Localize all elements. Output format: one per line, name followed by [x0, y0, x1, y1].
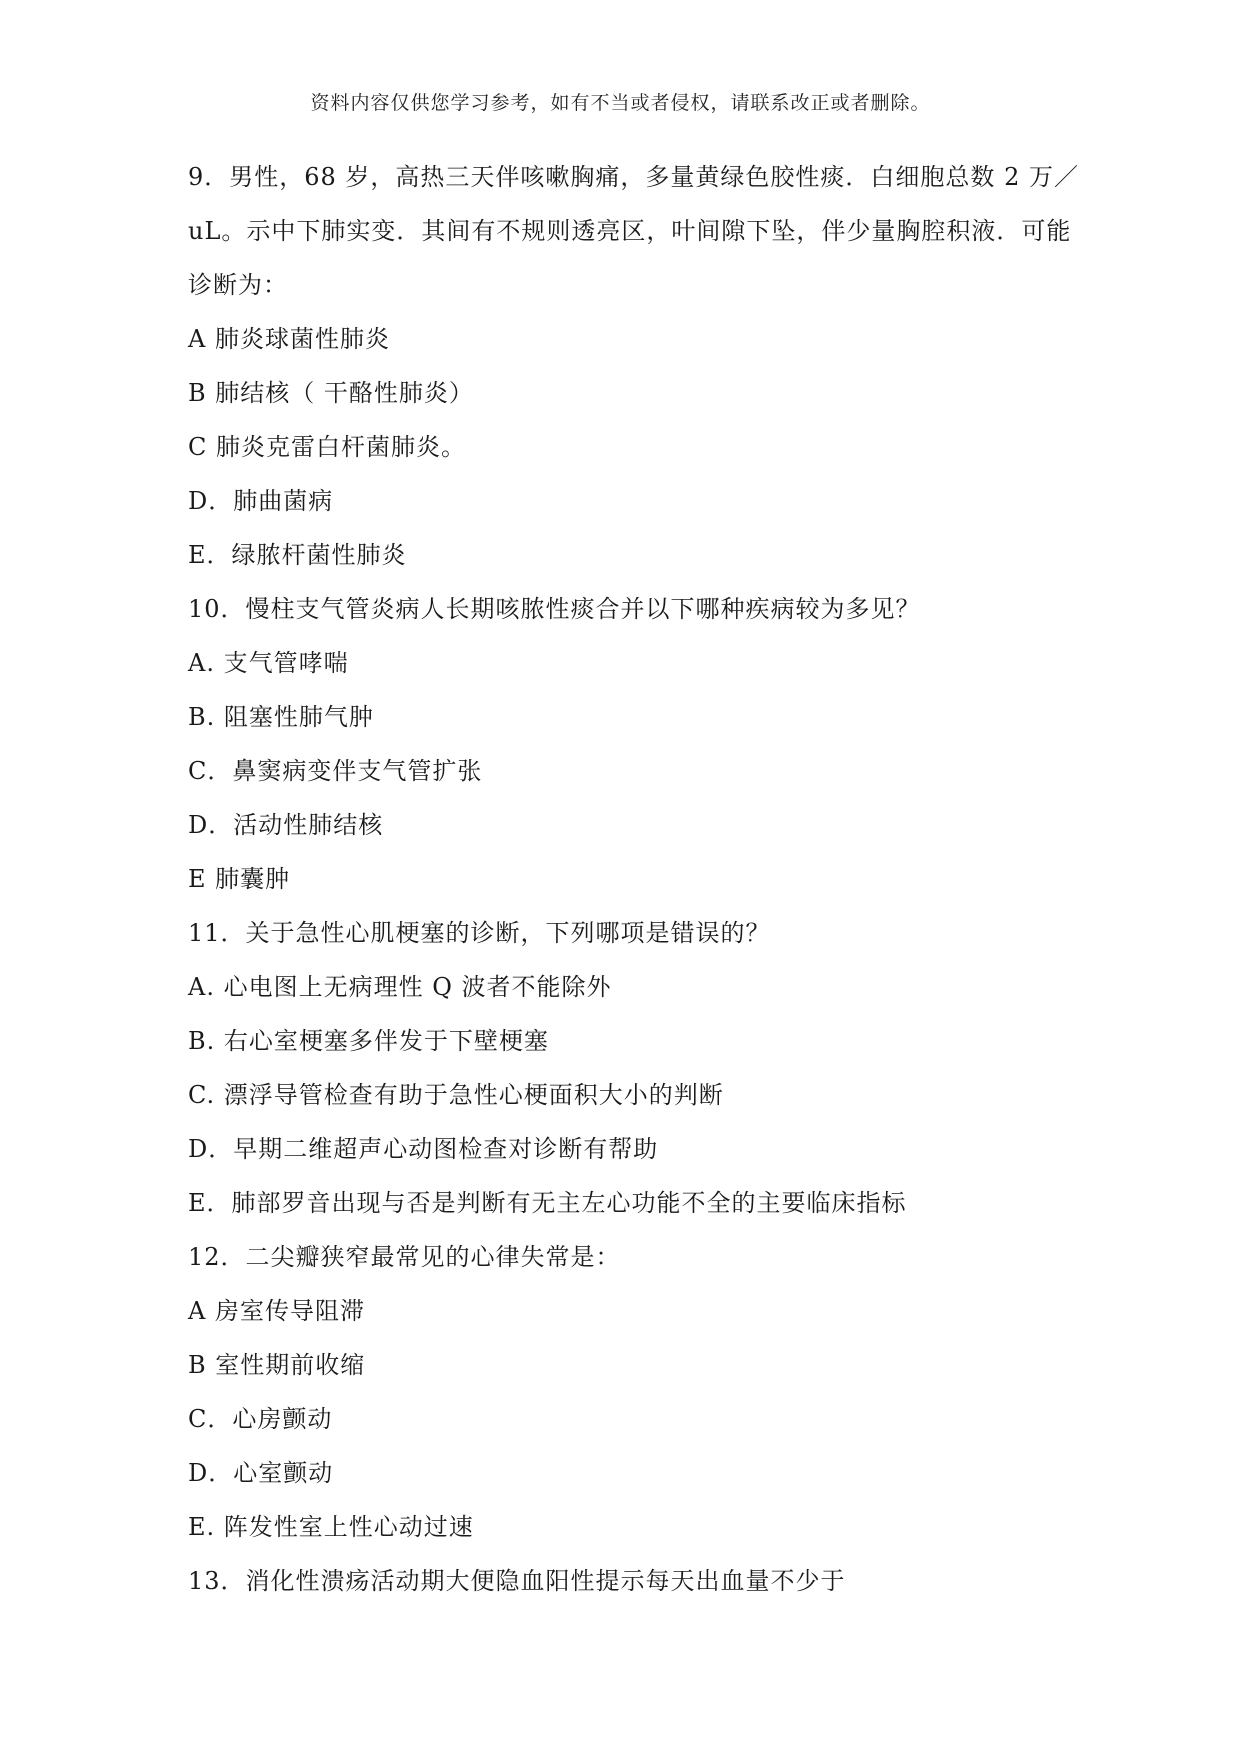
question-10-option-b: B. 阻塞性肺气肿: [188, 703, 374, 731]
question-11-option-e: E．肺部罗音出现与否是判断有无主左心功能不全的主要临床指标: [188, 1189, 907, 1217]
question-10-stem: 10．慢柱支气管炎病人长期咳脓性痰合并以下哪种疾病较为多见？: [188, 595, 921, 623]
question-12-option-e: E. 阵发性室上性心动过速: [188, 1513, 474, 1541]
question-11-option-d: D．早期二维超声心动图检查对诊断有帮助: [188, 1135, 659, 1163]
question-9-option-e: E．绿脓杆菌性肺炎: [188, 541, 407, 569]
question-11-option-c: C. 漂浮导管检查有助于急性心梗面积大小的判断: [188, 1081, 724, 1109]
question-9-stem-line-3: 诊断为：: [188, 271, 288, 299]
question-12-option-a: A 房室传导阻滞: [188, 1297, 365, 1325]
question-13-stem: 13．消化性溃疡活动期大便隐血阳性提示每天出血量不少于: [188, 1567, 846, 1595]
question-9-stem-line-2: uL。示中下肺实变．其间有不规则透亮区，叶间隙下坠，伴少量胸腔积液．可能: [188, 217, 1072, 245]
question-10-option-d: D．活动性肺结核: [188, 811, 384, 839]
question-12-option-c: C．心房颤动: [188, 1405, 333, 1433]
question-9-option-b: B 肺结核（ 干酪性肺炎）: [188, 379, 474, 407]
question-9-option-d: D．肺曲菌病: [188, 487, 334, 515]
question-9-stem-line-1: 9．男性，68 岁，高热三天伴咳嗽胸痛，多量黄绿色胶性痰．白细胞总数 2 万／: [188, 163, 1079, 191]
page-header-disclaimer: 资料内容仅供您学习参考，如有不当或者侵权，请联系改正或者删除。: [310, 92, 931, 114]
question-10-option-c: C．鼻窦病变伴支气管扩张: [188, 757, 483, 785]
question-11-option-b: B. 右心室梗塞多伴发于下壁梗塞: [188, 1027, 549, 1055]
question-9-option-c: C 肺炎克雷白杆菌肺炎。: [188, 433, 466, 461]
question-12-stem: 12．二尖瓣狭窄最常见的心律失常是：: [188, 1243, 621, 1271]
question-12-option-b: B 室性期前收缩: [188, 1351, 366, 1379]
question-11-stem: 11．关于急性心肌梗塞的诊断，下列哪项是错误的？: [188, 919, 771, 947]
question-9-option-a: A 肺炎球菌性肺炎: [188, 325, 390, 353]
question-11-option-a: A. 心电图上无病理性 Q 波者不能除外: [188, 973, 612, 1001]
document-body: [188, 150, 1079, 1608]
question-12-option-d: D．心室颤动: [188, 1459, 334, 1487]
question-10-option-a: A. 支气管哮喘: [188, 649, 349, 677]
question-10-option-e: E 肺囊肿: [188, 865, 291, 893]
